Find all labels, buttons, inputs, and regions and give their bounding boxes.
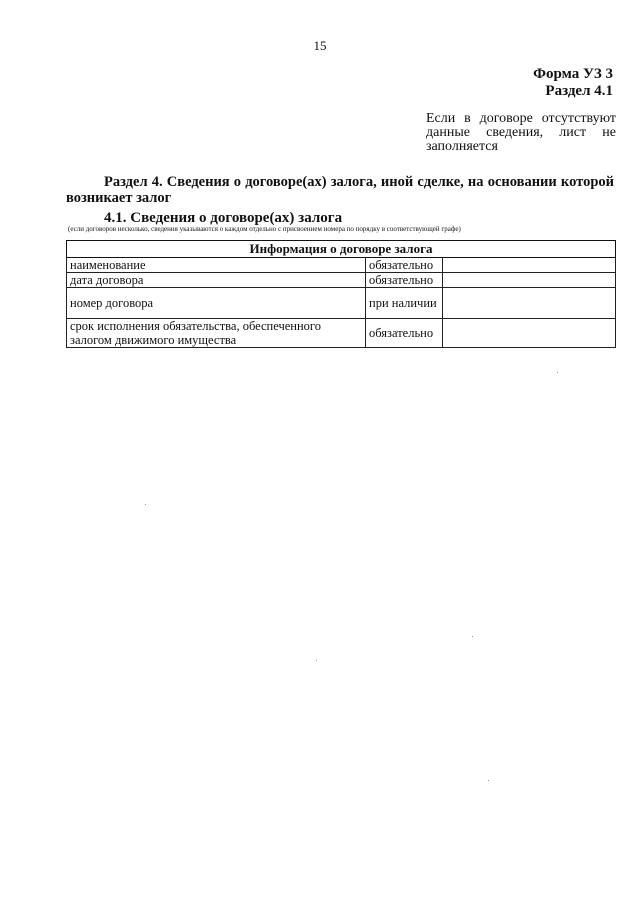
field-label: наименование [67,258,366,273]
field-label: срок исполнения обязательства, обеспеченного залогом движимого имущества [67,319,366,348]
scan-speck [145,504,146,505]
field-label: номер договора [67,288,366,319]
page-number: 15 [313,38,327,53]
scan-speck [316,660,317,661]
requirement-cell: обязательно [366,319,443,348]
table-row [67,319,616,348]
value-cell[interactable] [443,319,616,348]
requirement-cell: при наличии [366,288,443,319]
table-row [67,273,616,288]
section-label: Раздел 4.1 [545,83,613,99]
table-row [67,258,616,273]
table-row [67,288,616,319]
scan-speck [472,636,473,637]
requirement-cell: обязательно [366,273,443,288]
scan-speck [557,372,558,373]
subsection-hint: (если договоров несколько, сведения указываются о каждом отдельно с присвоением номера по порядку в соответствующей графе) [68,225,461,233]
value-cell[interactable] [443,273,616,288]
scan-speck [488,780,489,781]
table-header-row [67,241,616,258]
value-cell[interactable] [443,258,616,273]
requirement-cell: обязательно [366,258,443,273]
pledge-info-table [66,240,616,348]
field-label: дата договора [67,273,366,288]
note-text: Если в договоре отсутствуют данные сведения, лист не заполняется [426,111,616,154]
value-cell[interactable] [443,288,616,319]
section-title: Раздел 4. Сведения о договоре(ах) залога, иной сделке, на основании которой возникает залог [66,174,614,206]
subsection-title: 4.1. Сведения о договоре(ах) залога [104,210,343,226]
form-label: Форма УЗ 3 [533,66,613,82]
table-header: Информация о договоре залога [67,241,616,258]
